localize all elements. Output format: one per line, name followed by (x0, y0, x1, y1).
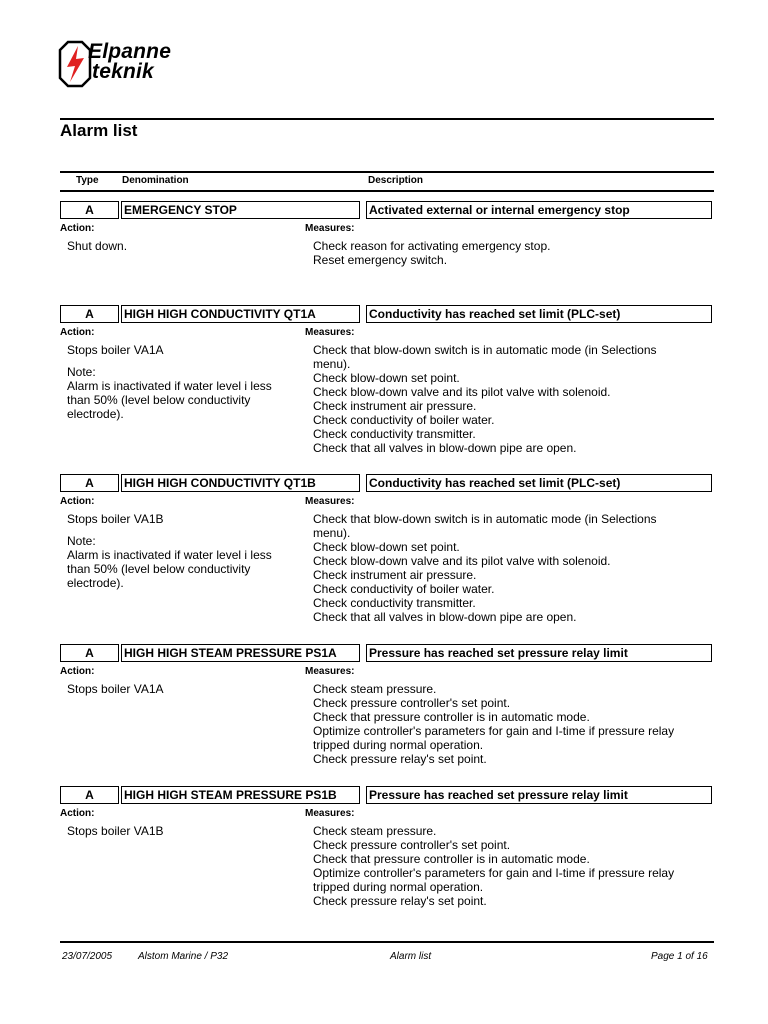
action-text (67, 682, 297, 696)
action-label: Action: (60, 223, 95, 234)
alarm-description: Pressure has reached set pressure relay limit (366, 786, 712, 804)
measure-line: Check that blow-down switch is in automatic mode (in Selections (313, 512, 657, 526)
note-line: than 50% (level below conductivity (67, 393, 251, 407)
measure-line: Check steam pressure. (313, 824, 437, 838)
note-line: electrode). (67, 576, 124, 590)
page-title: Alarm list (60, 121, 138, 140)
action-line: Stops boiler VA1A (67, 682, 164, 696)
action-line: Stops boiler VA1A (67, 343, 164, 357)
note-line: Note: (67, 534, 96, 548)
column-header-denomination: Denomination (122, 175, 189, 186)
measure-line: Check blow-down valve and its pilot valve with solenoid. (313, 554, 611, 568)
footer-doc-title: Alarm list (390, 951, 432, 962)
measures-text (313, 682, 713, 766)
measure-line: Check conductivity transmitter. (313, 596, 476, 610)
measure-line: tripped during normal operation. (313, 880, 484, 894)
alarm-denomination: HIGH HIGH STEAM PRESSURE PS1A (121, 644, 360, 662)
action-label: Action: (60, 496, 95, 507)
measure-line: menu). (313, 526, 351, 540)
alarm-description: Conductivity has reached set limit (PLC-set) (366, 305, 712, 323)
action-text (67, 512, 297, 590)
measures-label: Measures: (305, 223, 355, 234)
note-line: electrode). (67, 407, 124, 421)
column-header-type: Type (76, 175, 99, 186)
alarm-denomination: HIGH HIGH CONDUCTIVITY QT1A (121, 305, 360, 323)
logo-line-1: Elpanne (88, 40, 172, 63)
measures-text (313, 512, 713, 624)
measure-line: Check pressure controller's set point. (313, 696, 511, 710)
measure-line: Check blow-down set point. (313, 371, 460, 385)
measure-line: Optimize controller's parameters for gain and I-time if pressure relay (313, 724, 675, 738)
measure-line: Check that pressure controller is in automatic mode. (313, 710, 590, 724)
action-label: Action: (60, 327, 95, 338)
alarm-type: A (60, 786, 119, 804)
measure-line: Check blow-down set point. (313, 540, 460, 554)
measure-line: tripped during normal operation. (313, 738, 484, 752)
alarm-denomination: HIGH HIGH STEAM PRESSURE PS1B (121, 786, 360, 804)
header-rule-bottom (60, 190, 714, 192)
measures-text (313, 824, 713, 908)
alarm-denomination: HIGH HIGH CONDUCTIVITY QT1B (121, 474, 360, 492)
alarm-description: Activated external or internal emergency stop (366, 201, 712, 219)
measures-label: Measures: (305, 496, 355, 507)
action-label: Action: (60, 808, 95, 819)
measures-label: Measures: (305, 666, 355, 677)
action-line: Stops boiler VA1B (67, 512, 164, 526)
measure-line: Check that blow-down switch is in automatic mode (in Selections (313, 343, 657, 357)
measure-line: Check that all valves in blow-down pipe are open. (313, 610, 577, 624)
alarm-denomination: EMERGENCY STOP (121, 201, 360, 219)
measures-label: Measures: (305, 327, 355, 338)
alarm-type: A (60, 305, 119, 323)
note-line: than 50% (level below conductivity (67, 562, 251, 576)
note-line: Alarm is inactivated if water level i less (67, 548, 272, 562)
alarm-type: A (60, 644, 119, 662)
footer-company: Alstom Marine / P32 (138, 951, 229, 962)
lightning-logo-icon (58, 40, 92, 88)
alarm-type: A (60, 474, 119, 492)
alarm-description: Conductivity has reached set limit (PLC-set) (366, 474, 712, 492)
logo-line-2: teknik (92, 60, 154, 83)
spacer (67, 526, 297, 534)
note-line: Note: (67, 365, 96, 379)
action-line: Stops boiler VA1B (67, 824, 164, 838)
measures-label: Measures: (305, 808, 355, 819)
measure-line: Check that all valves in blow-down pipe are open. (313, 441, 577, 455)
header-rule-top (60, 171, 714, 173)
measure-line: menu). (313, 357, 351, 371)
measure-line: Optimize controller's parameters for gain and I-time if pressure relay (313, 866, 675, 880)
measure-line: Check pressure controller's set point. (313, 838, 511, 852)
column-header-description: Description (368, 175, 424, 186)
title-rule-top (60, 118, 714, 120)
action-line: Shut down. (67, 239, 128, 253)
measure-line: Check that pressure controller is in automatic mode. (313, 852, 590, 866)
measure-line: Check steam pressure. (313, 682, 437, 696)
measure-line: Check reason for activating emergency stop. (313, 239, 551, 253)
measure-line: Check instrument air pressure. (313, 568, 477, 582)
measures-text (313, 239, 713, 267)
note-line: Alarm is inactivated if water level i less (67, 379, 272, 393)
measure-line: Check pressure relay's set point. (313, 752, 487, 766)
spacer (67, 357, 297, 365)
measures-text (313, 343, 713, 455)
action-text (67, 239, 297, 253)
measure-line: Check blow-down valve and its pilot valve with solenoid. (313, 385, 611, 399)
footer-rule (60, 941, 714, 943)
measure-line: Check conductivity transmitter. (313, 427, 476, 441)
measure-line: Check instrument air pressure. (313, 399, 477, 413)
measure-line: Check conductivity of boiler water. (313, 582, 495, 596)
alarm-description: Pressure has reached set pressure relay limit (366, 644, 712, 662)
measure-line: Check conductivity of boiler water. (313, 413, 495, 427)
action-label: Action: (60, 666, 95, 677)
alarm-type: A (60, 201, 119, 219)
measure-line: Reset emergency switch. (313, 253, 448, 267)
footer-page-number: Page 1 of 16 (651, 951, 708, 962)
action-text (67, 343, 297, 421)
measure-line: Check pressure relay's set point. (313, 894, 487, 908)
company-logo (58, 40, 198, 90)
footer-date: 23/07/2005 (62, 951, 113, 962)
action-text (67, 824, 297, 838)
